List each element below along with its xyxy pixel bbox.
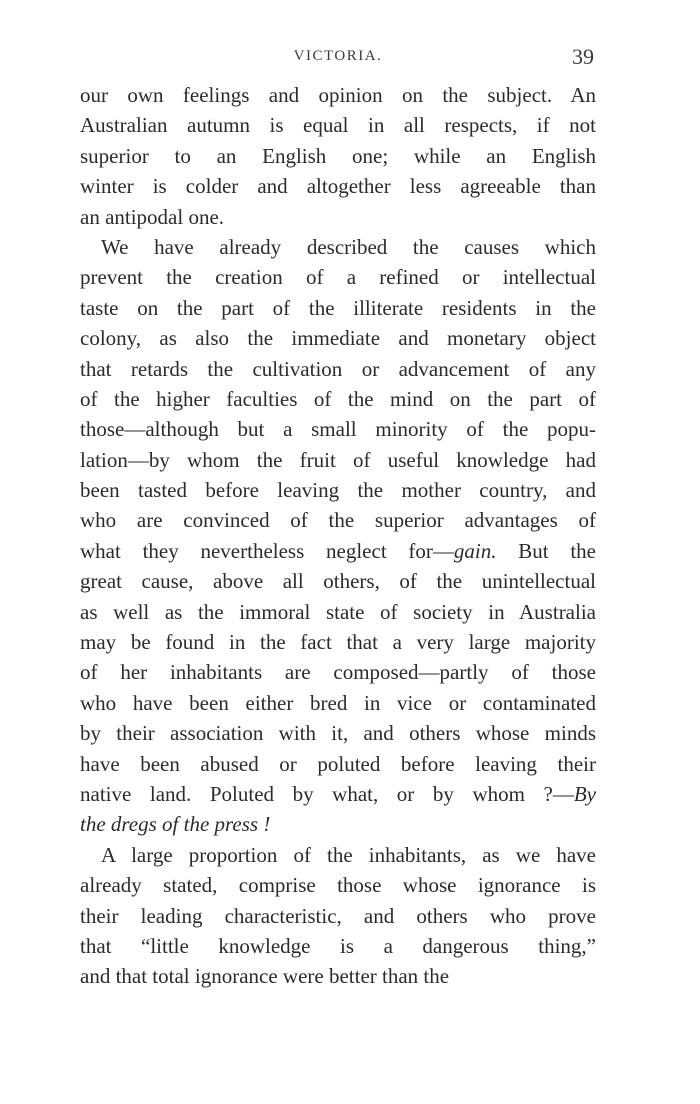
text-line xyxy=(80,961,596,991)
text-line xyxy=(80,445,596,475)
text-line xyxy=(80,657,596,687)
page-number: 39 xyxy=(572,44,594,69)
text-segment: colony, as also the immediate and monetary object xyxy=(80,326,596,351)
text-line xyxy=(80,688,596,718)
text-line xyxy=(80,323,596,353)
text-segment: of the higher faculties of the mind on the part of xyxy=(80,386,596,411)
text-line xyxy=(80,293,596,323)
text-line xyxy=(80,414,596,444)
body-text xyxy=(80,80,596,992)
text-segment: prevent the creation of a refined or intellectual xyxy=(80,265,596,290)
text-segment: But the xyxy=(496,538,597,563)
text-segment: and that total ignorance were better than the xyxy=(80,964,450,989)
text-line xyxy=(80,80,596,110)
text-segment: of her inhabitants are composed—partly of those xyxy=(80,660,596,685)
text-segment: their leading characteristic, and others who prove xyxy=(80,903,596,928)
italic-text: By xyxy=(573,781,596,806)
text-segment: superior to an English one; while an English xyxy=(80,143,596,168)
text-segment: have been abused or poluted before leaving their xyxy=(80,751,596,776)
text-segment: already stated, comprise those whose ignorance is xyxy=(80,873,596,898)
text-segment: as well as the immoral state of society in Australia xyxy=(80,599,596,624)
italic-text: gain. xyxy=(453,538,497,563)
text-line xyxy=(80,718,596,748)
text-segment: who have been either bred in vice or contaminated xyxy=(80,690,596,715)
text-line xyxy=(80,931,596,961)
text-line xyxy=(80,262,596,292)
text-segment: who are convinced of the superior advantages of xyxy=(80,508,596,533)
text-line xyxy=(80,505,596,535)
text-line xyxy=(80,627,596,657)
page-header xyxy=(80,44,596,74)
text-line xyxy=(80,779,596,809)
text-segment: Australian autumn is equal in all respects, if not xyxy=(80,113,596,138)
text-line xyxy=(80,597,596,627)
text-line xyxy=(80,870,596,900)
text-line xyxy=(80,354,596,384)
text-segment: those—although but a small minority of the popu- xyxy=(80,417,596,442)
text-segment: been tasted before leaving the mother country, and xyxy=(80,478,596,503)
text-segment: by their association with it, and others whose minds xyxy=(80,721,596,746)
text-segment: lation—by whom the fruit of useful knowledge had xyxy=(80,447,596,472)
italic-text: the dregs of the press ! xyxy=(80,812,271,837)
text-line xyxy=(80,901,596,931)
text-segment: may be found in the fact that a very large majority xyxy=(80,630,596,655)
text-segment: native land. Poluted by what, or by whom ?— xyxy=(80,781,574,806)
text-line xyxy=(80,475,596,505)
text-line xyxy=(80,536,596,566)
text-line xyxy=(80,232,596,262)
text-segment: our own feelings and opinion on the subject. An xyxy=(80,83,596,107)
text-segment: that retards the cultivation or advancement of any xyxy=(80,356,596,381)
text-line xyxy=(80,171,596,201)
text-line xyxy=(80,749,596,779)
text-segment: winter is colder and altogether less agreeable than xyxy=(80,174,596,199)
text-segment: We have already described the causes which xyxy=(101,234,596,259)
text-segment: great cause, above all others, of the unintellectual xyxy=(80,569,596,594)
text-line xyxy=(80,566,596,596)
text-segment: taste on the part of the illiterate residents in the xyxy=(80,295,596,320)
text-segment: A large proportion of the inhabitants, as we have xyxy=(101,842,596,867)
text-line xyxy=(80,141,596,171)
text-segment: an antipodal one. xyxy=(80,204,225,229)
text-line xyxy=(80,202,596,232)
text-segment: that “little knowledge is a dangerous thing,” xyxy=(80,933,596,958)
text-line xyxy=(80,384,596,414)
text-segment: what they nevertheless neglect for— xyxy=(80,538,454,563)
text-line xyxy=(80,840,596,870)
text-line xyxy=(80,110,596,140)
running-title: VICTORIA. xyxy=(293,48,383,64)
text-line xyxy=(80,809,596,839)
